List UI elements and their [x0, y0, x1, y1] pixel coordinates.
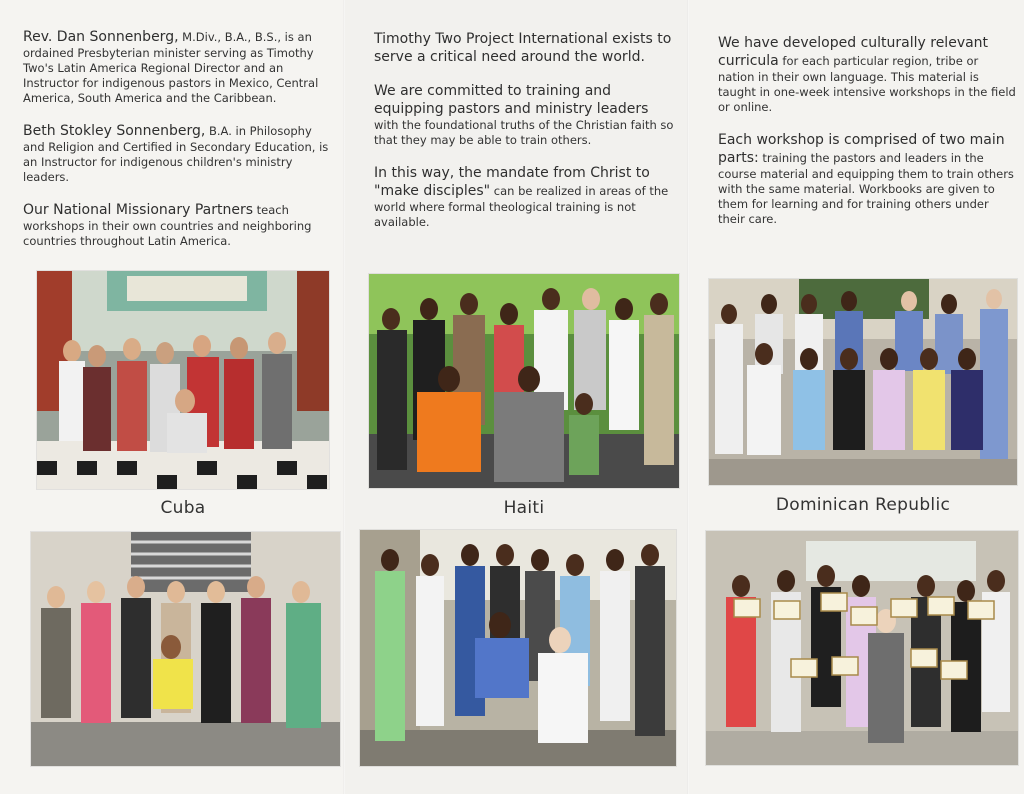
dan-bio-text: is an ordained Presbyterian minister serving as Timothy Two's Latin America Regional Director and an Instructor for indigenous pastors in Mexico, Central America, South America and the Caribbean.: [23, 30, 319, 105]
cuba-group-photo-top: [37, 271, 329, 489]
workshop-lead: Each workshop is comprised of two main parts:: [718, 132, 1005, 166]
caption-cuba: Cuba: [160, 498, 206, 518]
curricula-rest: for each particular region, tribe or nation in their own language. This material is taught in one-week intensive workshops in the field or online.: [718, 54, 1016, 114]
beth-bio: [23, 122, 333, 185]
partners-lead: Our National Missionary Partners: [23, 202, 254, 218]
curricula-text: [718, 34, 1018, 115]
mandate-lead: In this way, the mandate from Christ to "make disciples": [374, 165, 650, 199]
haiti-group-photo-top: [369, 274, 679, 488]
right-panel-text: [718, 34, 1018, 243]
commitment-rest: with the foundational truths of the Christian faith so that they may be able to train others.: [374, 118, 674, 147]
beth-bio-text: B.A. in Philosophy and Religion and Certified in Secondary Education, is an Instructor for indigenous children's ministry leaders.: [23, 124, 329, 184]
partners-rest: teach workshops in their own countries and neighboring countries throughout Latin America.: [23, 203, 312, 248]
workshop-rest: training the pastors and leaders in the course material and equipping them to train others with the same material. Workbooks are given to them for learning and for training others under their care.: [718, 151, 1014, 226]
fold-line-left: [343, 0, 345, 794]
mission-statement: Timothy Two Project International exists to serve a critical need around the world.: [374, 31, 672, 65]
commitment-text: [374, 82, 674, 148]
curricula-lead: We have developed culturally relevant curricula: [718, 35, 989, 69]
mandate-text: [374, 164, 674, 230]
dan-name: Rev. Dan Sonnenberg,: [23, 29, 179, 45]
workshop-text: [718, 131, 1018, 227]
dominican-group-photo-top: [709, 279, 1017, 485]
left-panel-text: [23, 28, 333, 265]
partners-text: [23, 201, 333, 249]
dan-credentials: M.Div., B.A., B.S.,: [178, 30, 282, 44]
commitment-lead: We are committed to training and equipping pastors and ministry leaders: [374, 83, 649, 117]
fold-line-right: [687, 0, 689, 794]
dominican-group-photo-bottom: [706, 531, 1018, 765]
beth-name: Beth Stokley Sonnenberg,: [23, 123, 206, 139]
haiti-group-photo-bottom: [360, 530, 676, 766]
mandate-rest: can be realized in areas of the world where formal theological training is not available.: [374, 184, 669, 229]
dan-bio: [23, 28, 333, 106]
caption-haiti: Haiti: [503, 498, 545, 518]
caption-dominican-republic: Dominican Republic: [775, 495, 951, 515]
middle-panel-text: [374, 30, 674, 246]
cuba-group-photo-bottom: [31, 532, 340, 766]
